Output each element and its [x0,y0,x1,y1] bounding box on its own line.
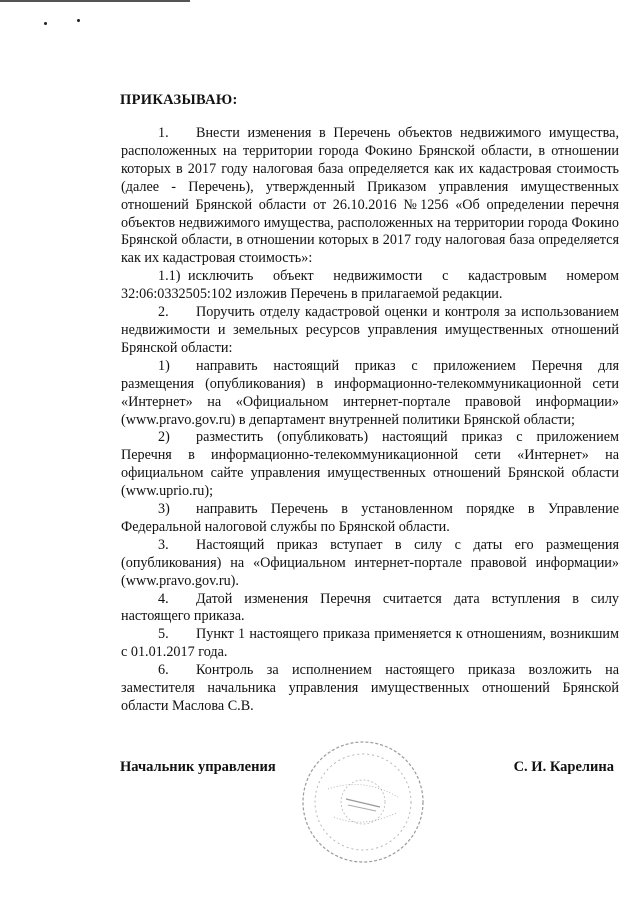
item-text: Внести изменения в Перечень объектов недвижимого имущества, расположенных на территории города Фокино Брянской области, в отношении которых в 2017 году налоговая база определяется как их кадастровая стоимость (далее - Перечень), утвержденный Приказом управления имущественных отношений Брянской области от 26.10.2016 №1256 «Об определении перечня объектов недвижимого имущества, расположенных на территории города Фокино Брянской области, в отношении которых в 2017 году налоговая база определяется как их кадастровая стоимость»: [121,125,619,267]
order-item [121,501,619,537]
scan-speck [77,19,80,22]
item-number: 3. [158,536,169,553]
item-text: направить Перечень в установленном порядке в Управление Федеральной налоговой службы по Брянской области. [121,501,619,535]
item-text: Пункт 1 настоящего приказа применяется к отношениям, возникшим с 01.01.2017 года. [121,626,619,661]
order-item [121,125,619,268]
scan-edge-line [0,0,190,2]
item-number: 1) [158,357,170,374]
order-body [121,125,619,716]
item-text: исключить объект недвижимости с кадастровым номером 32:06:0332505:102 изложив Перечень в прилагаемой редакции. [121,268,619,303]
item-number: 5. [158,626,169,643]
signatory-name: С. И. Карелина [513,759,614,775]
order-item [121,268,619,304]
item-number: 2) [158,429,170,446]
official-seal-stamp [298,737,428,867]
item-text: разместить (опубликовать) настоящий приказ с приложением Перечня в информационно-телекоммуникационной сети «Интернет» на официальном сайте управления имущественных отношений Брянской области (www.uprio.ru); [121,429,619,500]
order-item [121,304,619,358]
order-heading: ПРИКАЗЫВАЮ: [120,92,238,108]
item-number: 1. [158,125,169,141]
order-item [121,358,619,430]
order-item [121,591,619,627]
order-item [121,429,619,501]
item-number: 3) [158,501,170,518]
item-text: Датой изменения Перечня считается дата вступления в силу настоящего приказа. [121,590,619,625]
item-text: Контроль за исполнением настоящего приказа возложить на заместителя начальника управления имущественных отношений Брянской области Маслова С.В. [121,662,619,714]
order-item [121,662,619,716]
scan-speck [44,22,47,25]
item-number: 6. [158,662,169,679]
order-item [121,537,619,591]
item-number: 2. [158,304,169,321]
item-text: направить настоящий приказ с приложением Перечня для размещения (опубликования) в информационно-телекоммуникационной сети «Интернет» на «Официальном интернет-портале правовой информации» (www.pravo.gov.ru) в департамент внутренней политики Брянской области; [121,357,619,428]
item-text: Настоящий приказ вступает в силу с даты его размещения (опубликования) на «Официальном интернет-портале правовой информации» (www.pravo.gov.ru). [121,536,619,589]
signatory-title: Начальник управления [120,759,276,775]
item-number: 1.1) [158,268,181,285]
item-number: 4. [158,590,169,607]
item-text: Поручить отделу кадастровой оценки и контроля за использованием недвижимости и земельных ресурсов управления имущественных отношений Брянской области: [121,304,619,356]
order-item [121,626,619,662]
